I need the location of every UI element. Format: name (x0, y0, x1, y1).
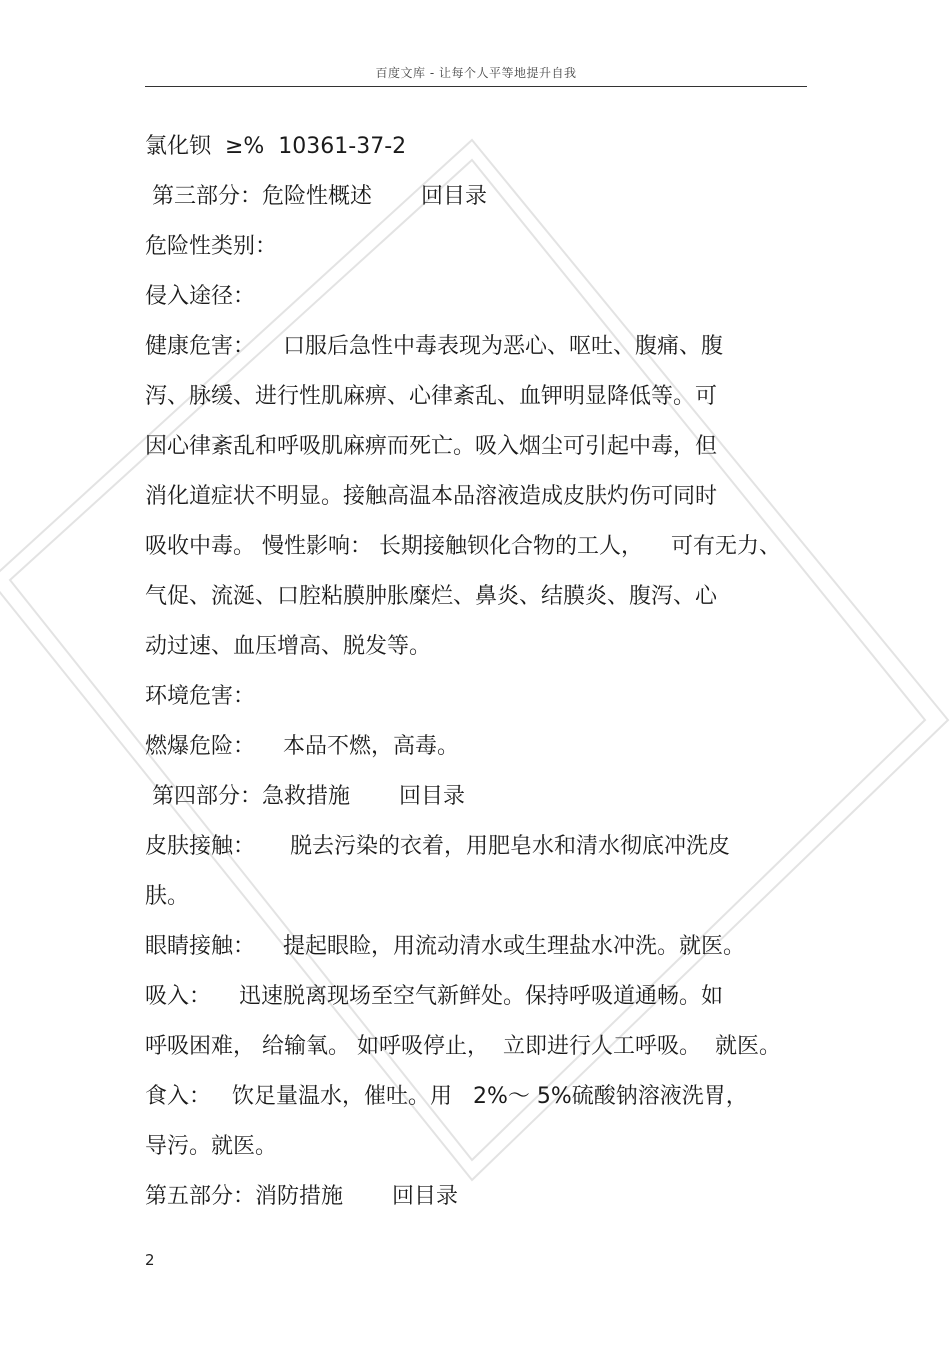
text-line: 导污。就医。 (145, 1134, 278, 1159)
text-line: 消化道症状不明显。接触高温本品溶液造成皮肤灼伤可同时 (145, 484, 718, 509)
section-heading: 第三部分：危险性概述 回目录 (145, 184, 487, 209)
text-line: 健康危害： 口服后急性中毒表现为恶心、呕吐、腹痛、腹 (145, 334, 723, 359)
text-line: 肤。 (145, 884, 190, 909)
text-line: 氯化钡 ≥% 10361-37-2 (145, 134, 407, 159)
header-rule (145, 86, 807, 87)
text-line: 吸入： 迅速脱离现场至空气新鲜处。保持呼吸道通畅。如 (145, 984, 723, 1009)
text-line: 动过速、血压增高、脱发等。 (145, 634, 432, 659)
text-line: 皮肤接触： 脱去污染的衣着，用肥皂水和清水彻底冲洗皮 (145, 834, 730, 859)
text-line: 环境危害： (145, 684, 256, 709)
text-line: 因心律紊乱和呼吸肌麻痹而死亡。吸入烟尘可引起中毒，但 (145, 434, 718, 459)
text-line: 呼吸困难， 给输氧。 如呼吸停止， 立即进行人工呼吸。 就医。 (145, 1034, 781, 1059)
text-line: 侵入途径： (145, 284, 256, 309)
page-number: 2 (145, 1251, 155, 1269)
text-line: 眼睛接触： 提起眼睑，用流动清水或生理盐水冲洗。就医。 (145, 934, 745, 959)
text-line: 气促、流涎、口腔粘膜肿胀糜烂、鼻炎、结膜炎、腹泻、心 (145, 584, 718, 609)
page-header: 百度文库 - 让每个人平等地提升自我 (375, 66, 577, 80)
text-line: 燃爆危险： 本品不燃，高毒。 (145, 734, 459, 759)
section-heading: 第四部分：急救措施 回目录 (145, 784, 465, 809)
section-heading: 第五部分：消防措施 回目录 (145, 1184, 458, 1209)
text-line: 吸收中毒。 慢性影响： 长期接触钡化合物的工人， 可有无力、 (145, 534, 781, 559)
text-line: 危险性类别： (145, 234, 278, 259)
text-line: 泻、脉缓、进行性肌麻痹、心律紊乱、血钾明显降低等。可 (145, 384, 718, 409)
text-line: 食入： 饮足量温水，催吐。用 2%～ 5%硫酸钠溶液洗胃， (145, 1084, 748, 1109)
